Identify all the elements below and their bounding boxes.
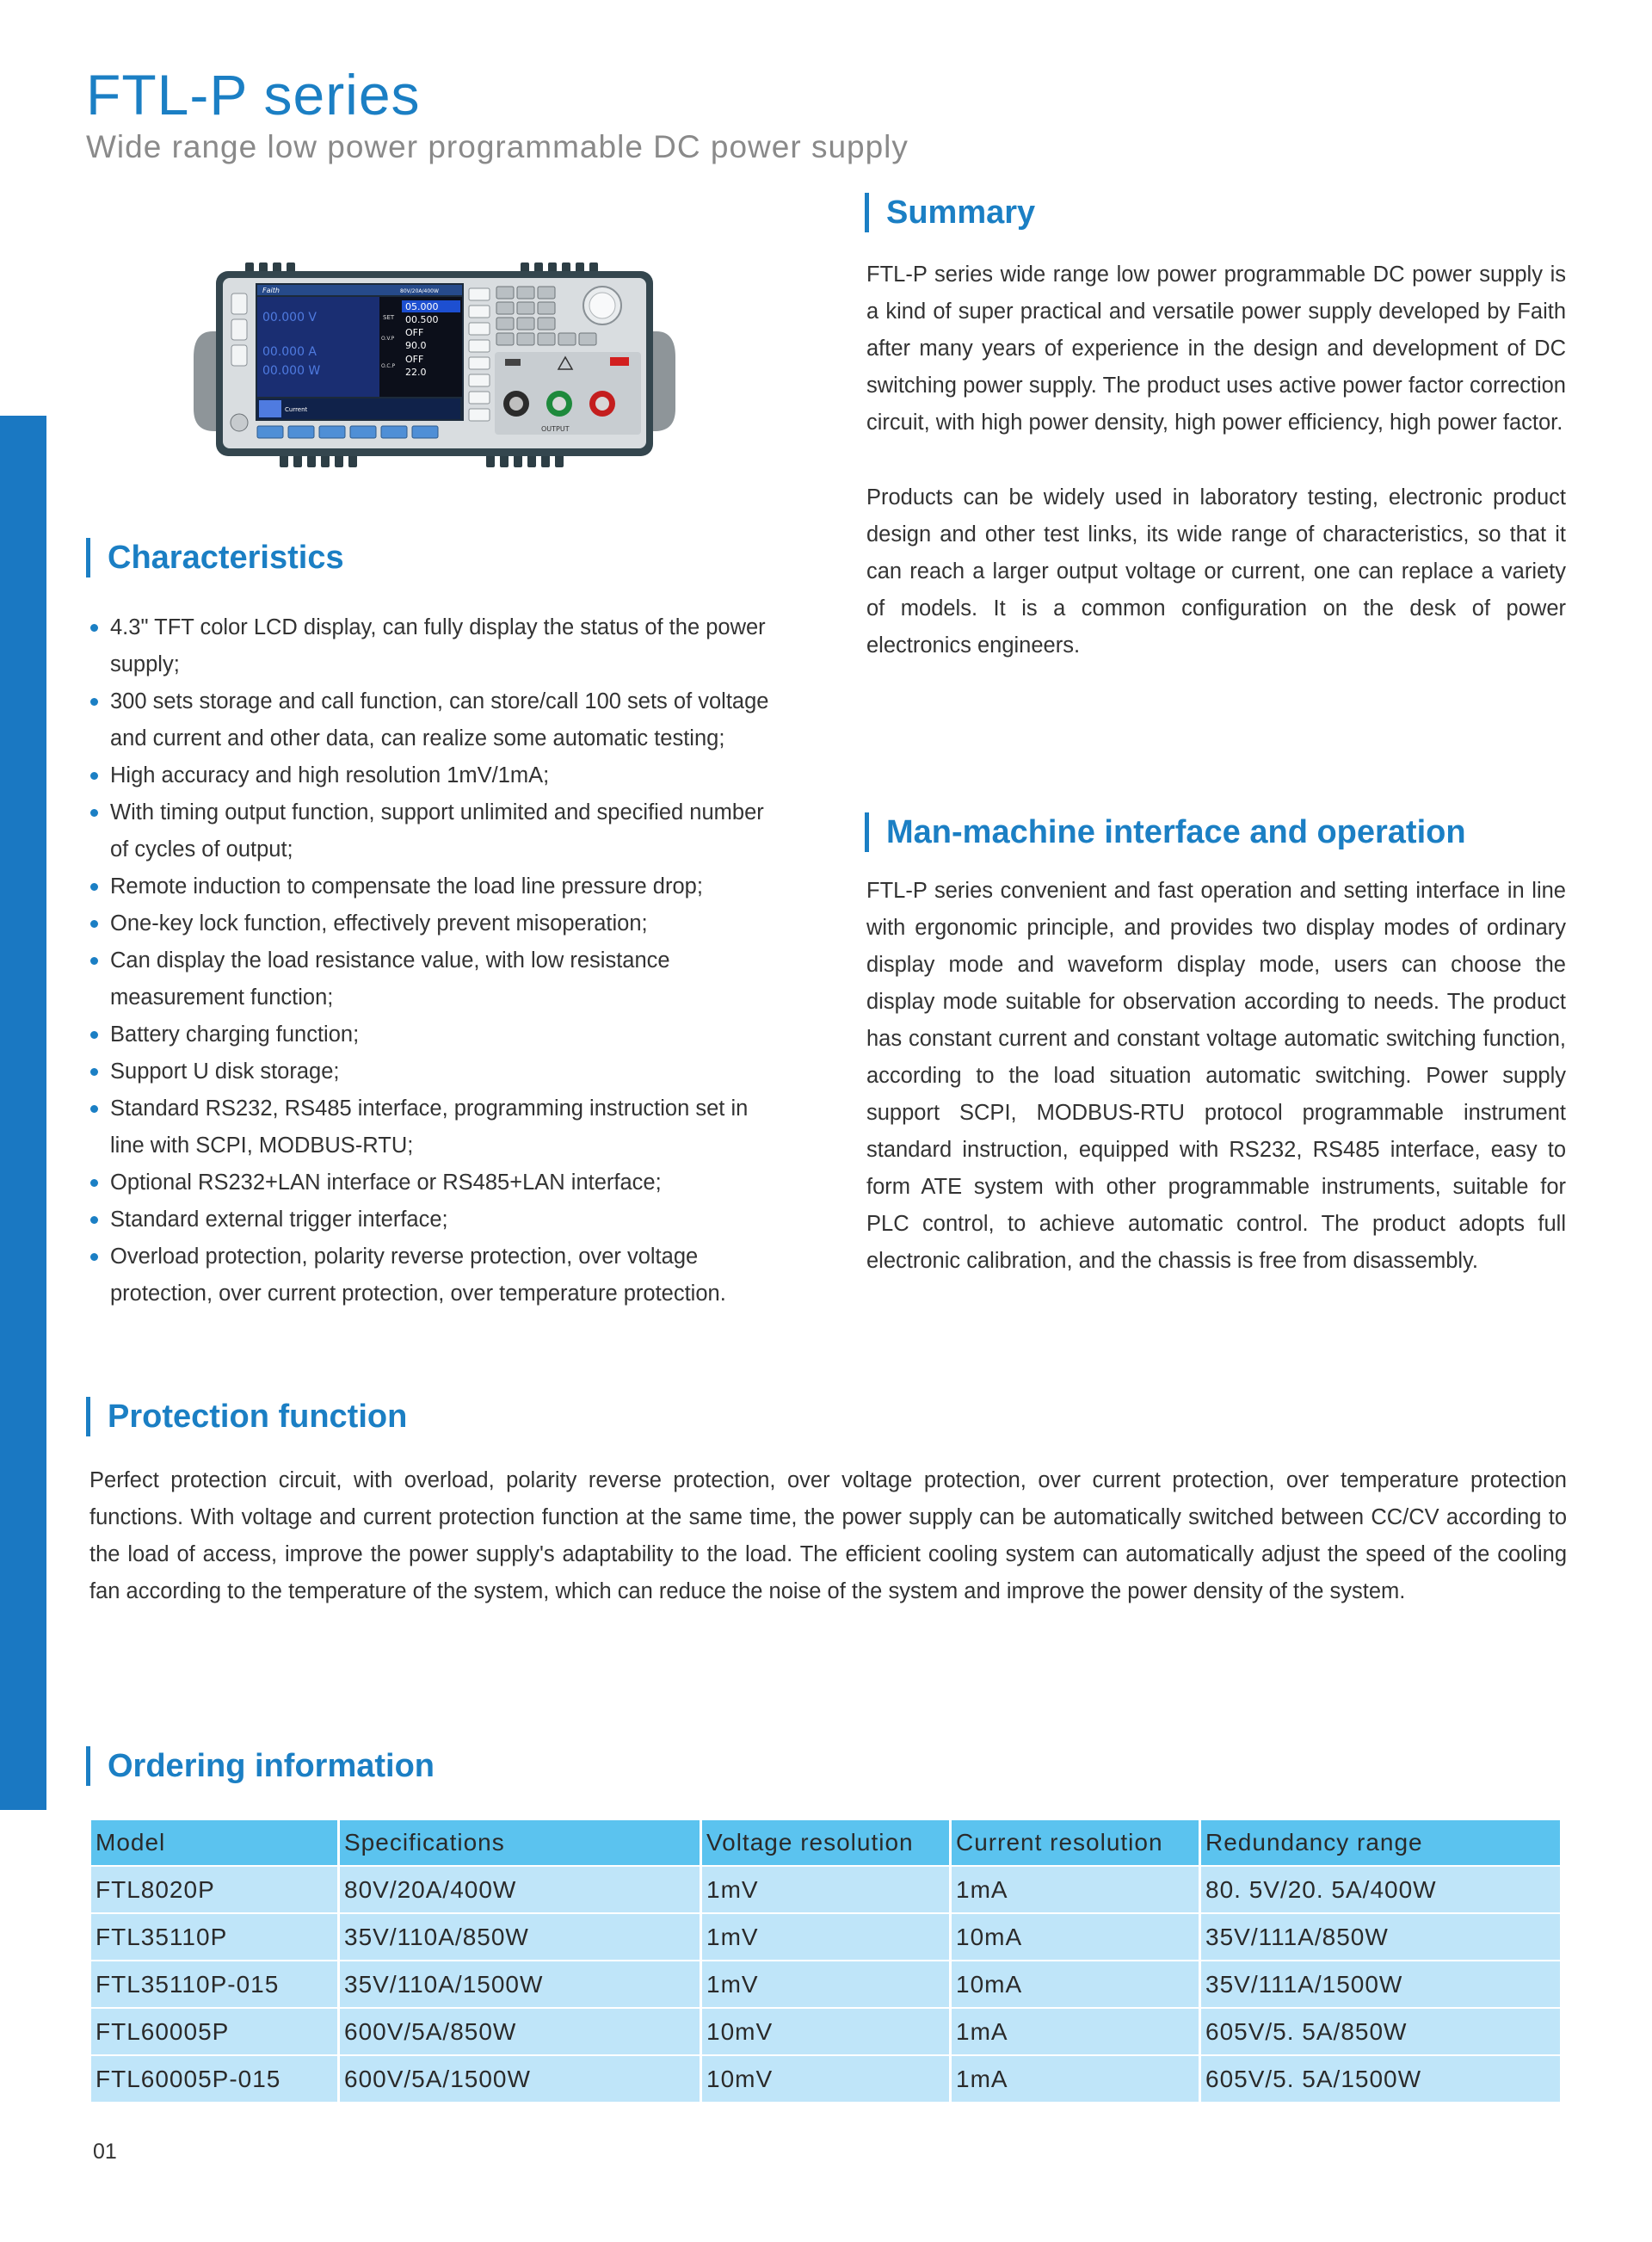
ovp-value: 90.0	[405, 340, 427, 351]
protection-paragraph: Perfect protection circuit, with overload, polarity reverse protection, over voltage protection, over current protection, over temperature protection functions. With voltage and current protection function at the same time, the power supply can be automatically switched between CC/CV according to the load of access, improve the power supply's adaptability to the load. The efficient cooling system can automatically adjust the speed of the cooling fan according to the temperature of the system, which can reduce the noise of the system and improve the power density of the system.	[89, 1468, 1567, 1603]
ovp-state: OFF	[405, 327, 424, 338]
page-title: FTL-P series	[86, 63, 421, 127]
table-cell: FTL60005P	[91, 2009, 337, 2054]
table-cell: 605V/5. 5A/850W	[1201, 2009, 1560, 2054]
table-cell: 10mA	[952, 1914, 1199, 1960]
ocp-label: O.C.P	[381, 363, 396, 369]
table-cell: 600V/5A/850W	[340, 2009, 700, 2054]
list-item: With timing output function, support unlimited and specified number of cycles of output;	[89, 794, 786, 868]
table-cell: FTL60005P-015	[91, 2056, 337, 2102]
characteristics-list	[89, 609, 786, 1312]
ordering-heading: Ordering information	[86, 1746, 435, 1786]
list-item: Battery charging function;	[89, 1016, 786, 1053]
table-cell: 10mV	[702, 2009, 949, 2054]
side-accent-bar	[0, 416, 46, 1810]
set-label: SET	[383, 314, 395, 321]
table-row	[91, 1867, 1560, 1912]
softkey-current-label: Current	[285, 406, 308, 413]
list-item: High accuracy and high resolution 1mV/1mA;	[89, 757, 786, 794]
column-header: Specifications	[340, 1820, 700, 1865]
column-header: Redundancy range	[1201, 1820, 1560, 1865]
column-header: Model	[91, 1820, 337, 1865]
list-item: Remote induction to compensate the load line pressure drop;	[89, 868, 786, 905]
table-cell: 1mA	[952, 1867, 1199, 1912]
table-header-row	[91, 1820, 1560, 1865]
voltage-reading: 00.000 V	[262, 311, 317, 324]
power-reading: 00.000 W	[262, 364, 321, 378]
characteristics-heading: Characteristics	[86, 538, 344, 577]
summary-paragraph-1: FTL-P series wide range low power programmable DC power supply is a kind of super practical and versatile power supply developed by Faith after many years of experience in the design and development of DC switching power supply. The product uses active power factor correction circuit, with high power density, high power efficiency, high power factor.	[866, 262, 1566, 435]
table-cell: 605V/5. 5A/1500W	[1201, 2056, 1560, 2102]
column-header: Voltage resolution	[702, 1820, 949, 1865]
table-cell: 10mA	[952, 1961, 1199, 2007]
list-item: Overload protection, polarity reverse protection, over voltage protection, over current protection, over temperature protection.	[89, 1238, 786, 1312]
table-cell: FTL35110P-015	[91, 1961, 337, 2007]
list-item: 4.3" TFT color LCD display, can fully display the status of the power supply;	[89, 609, 786, 683]
table-cell: 35V/111A/850W	[1201, 1914, 1560, 1960]
list-item: Support U disk storage;	[89, 1053, 786, 1090]
table-cell: 35V/110A/850W	[340, 1914, 700, 1960]
mmi-paragraph: FTL-P series convenient and fast operation and setting interface in line with ergonomic principle, and provides two display modes of ordinary display mode and waveform display mode, users can choose the display mode suitable for observation according to needs. The product has constant current and constant voltage automatic switching function, according to the load situation automatic switching. Power supply support SCPI, MODBUS-RTU protocol programmable instrument standard instruction, equipped with RS232, RS485 interface, easy to form ATE system with other programmable instruments, suitable for PLC control, to achieve automatic control. The product adopts full electronic calibration, and the chassis is free from disassembly.	[866, 879, 1566, 1273]
ordering-table	[89, 1819, 1563, 2103]
table-cell: 1mV	[702, 1867, 949, 1912]
list-item: Optional RS232+LAN interface or RS485+LAN interface;	[89, 1164, 786, 1201]
table-cell: FTL35110P	[91, 1914, 337, 1960]
table-cell: 1mA	[952, 2056, 1199, 2102]
table-cell: 80. 5V/20. 5A/400W	[1201, 1867, 1560, 1912]
brand-logo: Faith	[262, 287, 280, 294]
summary-heading: Summary	[865, 193, 1035, 232]
table-cell: 80V/20A/400W	[340, 1867, 700, 1912]
mmi-heading: Man-machine interface and operation	[865, 812, 1466, 852]
list-item: Standard external trigger interface;	[89, 1201, 786, 1238]
table-cell: 1mV	[702, 1961, 949, 2007]
list-item: One-key lock function, effectively prevent misoperation;	[89, 905, 786, 942]
column-header: Current resolution	[952, 1820, 1199, 1865]
power-supply-illustration	[194, 262, 675, 469]
ocp-value: 22.0	[405, 367, 427, 378]
table-row	[91, 2009, 1560, 2054]
list-item: Can display the load resistance value, with low resistance measurement function;	[89, 942, 786, 1016]
output-label: OUTPUT	[541, 425, 570, 433]
ocp-state: OFF	[405, 354, 424, 365]
summary-paragraph-2: Products can be widely used in laboratory testing, electronic product design and other test links, its wide range of characteristics, so that it can reach a larger output voltage or current, one can replace a variety of models. It is a common configuration on the desk of power electronics engineers.	[866, 485, 1566, 658]
page-number: 01	[93, 2140, 117, 2164]
set-current-value: 00.500	[405, 314, 439, 325]
table-cell: 600V/5A/1500W	[340, 2056, 700, 2102]
table-cell: 10mV	[702, 2056, 949, 2102]
table-row	[91, 2056, 1560, 2102]
table-cell: FTL8020P	[91, 1867, 337, 1912]
table-row	[91, 1914, 1560, 1960]
table-row	[91, 1961, 1560, 2007]
page-subtitle: Wide range low power programmable DC power supply	[86, 129, 909, 164]
protection-heading: Protection function	[86, 1397, 407, 1436]
set-voltage-value: 05.000	[405, 301, 439, 312]
table-cell: 35V/111A/1500W	[1201, 1961, 1560, 2007]
table-cell: 1mV	[702, 1914, 949, 1960]
table-cell: 1mA	[952, 2009, 1199, 2054]
device-model-label: 80V/20A/400W	[400, 288, 439, 294]
current-reading: 00.000 A	[262, 345, 317, 359]
table-cell: 35V/110A/1500W	[340, 1961, 700, 2007]
list-item: Standard RS232, RS485 interface, programming instruction set in line with SCPI, MODBUS-RTU;	[89, 1090, 786, 1164]
ovp-label: O.V.P	[381, 336, 395, 342]
list-item: 300 sets storage and call function, can store/call 100 sets of voltage and current and other data, can realize some automatic testing;	[89, 683, 786, 757]
